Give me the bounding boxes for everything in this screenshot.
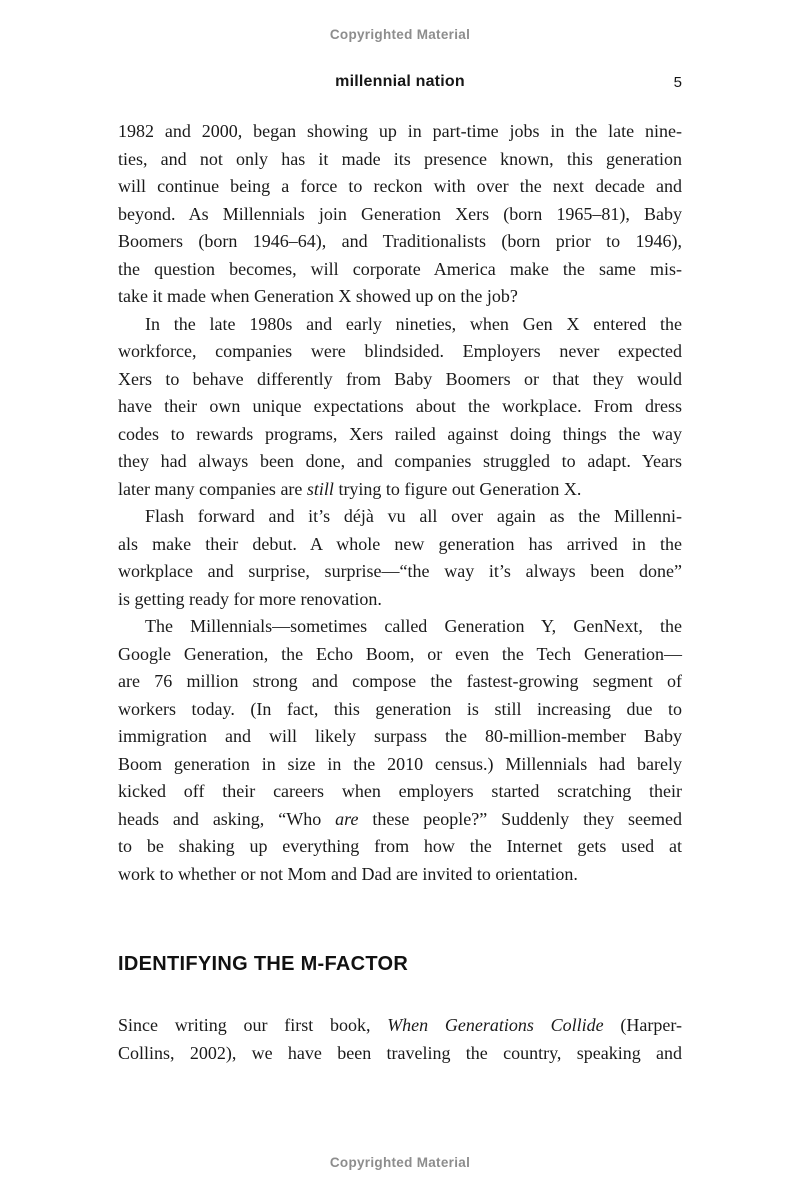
page-number: 5: [673, 74, 682, 91]
italic-text-run: still: [306, 478, 334, 499]
text-line: [118, 531, 682, 559]
text-run: Google Generation, the Echo Boom, or even the Tech Generation—: [118, 643, 682, 664]
text-line: [118, 806, 682, 834]
text-run: they had always been done, and companies struggled to adapt. Years: [118, 451, 682, 471]
text-run: workplace and surprise, surprise—“the way it’s always been done”: [118, 561, 682, 581]
text-line: [118, 751, 682, 779]
text-line: [118, 201, 682, 229]
paragraph: [118, 503, 682, 613]
text-line: [118, 668, 682, 696]
text-run: workforce, companies were blindsided. Employers never expected: [118, 341, 682, 361]
text-run: Boom generation in size in the 2010 census.) Millennials had barely: [118, 753, 682, 774]
text-run: Collins, 2002), we have been traveling the country, speaking and: [118, 1042, 682, 1063]
text-run: take it made when Generation X showed up on the job?: [118, 286, 518, 306]
text-run: Xers to behave differently from Baby Boomers or that they would: [118, 368, 682, 389]
section-heading: IDENTIFYING THE M-FACTOR: [118, 953, 409, 975]
text-line: [118, 448, 682, 476]
paragraph: [118, 613, 682, 888]
text-line: [118, 338, 682, 366]
text-run: The Millennials—sometimes called Generation Y, GenNext, the: [145, 616, 682, 636]
text-run: have their own unique expectations about the workplace. From dress: [118, 396, 682, 416]
text-run: kicked off their careers when employers started scratching their: [118, 781, 682, 801]
text-line: [118, 118, 682, 146]
paragraph: [118, 1012, 682, 1067]
text-run: these people?” Suddenly they seemed: [358, 808, 682, 829]
text-line: [118, 586, 682, 614]
text-line: [118, 1040, 682, 1068]
text-line: [118, 723, 682, 751]
text-line: [118, 256, 682, 284]
text-line: [118, 861, 682, 889]
running-header: [118, 73, 682, 93]
text-run: 1982 and 2000, began showing up in part-time jobs in the late nine-: [118, 121, 682, 141]
text-run: later many companies are: [118, 478, 307, 499]
paragraph: [118, 311, 682, 504]
text-run: Since writing our first book,: [118, 1015, 388, 1035]
text-line: [118, 833, 682, 861]
text-line: [118, 641, 682, 669]
text-line: [118, 503, 682, 531]
text-run: workers today. (In fact, this generation is still increasing due to: [118, 698, 682, 719]
text-line: [118, 228, 682, 256]
text-line: [118, 283, 682, 311]
text-line: [118, 366, 682, 394]
running-header-title: millennial nation: [335, 73, 465, 90]
text-line: [118, 558, 682, 586]
text-run: are 76 million strong and compose the fastest-growing segment of: [118, 671, 682, 691]
text-run: In the late 1980s and early nineties, when Gen X entered the: [145, 313, 682, 334]
text-line: [118, 613, 682, 641]
text-run: is getting ready for more renovation.: [118, 588, 382, 609]
text-line: [118, 311, 682, 339]
text-run: beyond. As Millennials join Generation Xers (born 1965–81), Baby: [118, 203, 682, 224]
text-line: [118, 476, 682, 504]
text-run: ties, and not only has it made its presence known, this generation: [118, 148, 682, 169]
paragraph: [118, 118, 682, 311]
text-line: [118, 696, 682, 724]
text-run: als make their debut. A whole new generation has arrived in the: [118, 533, 682, 554]
text-run: heads and asking, “Who: [118, 808, 336, 829]
text-run: trying to figure out Generation X.: [333, 478, 582, 499]
text-line: [118, 778, 682, 806]
body-text: [118, 118, 682, 1067]
copyright-notice-top: Copyrighted Material: [329, 27, 471, 42]
text-line: [118, 1012, 682, 1040]
text-run: to be shaking up everything from how the Internet gets used at: [118, 836, 682, 856]
text-run: codes to rewards programs, Xers railed against doing things the way: [118, 423, 682, 444]
text-run: Flash forward and it’s déjà vu all over again as the Millenni-: [145, 506, 682, 526]
text-line: [118, 393, 682, 421]
italic-text-run: When Generations Collide: [387, 1015, 604, 1035]
text-run: immigration and will likely surpass the 80-million-member Baby: [118, 726, 682, 746]
text-line: [118, 421, 682, 449]
text-run: work to whether or not Mom and Dad are invited to orientation.: [118, 863, 578, 884]
text-line: [118, 146, 682, 174]
text-line: [118, 173, 682, 201]
copyright-notice-bottom: Copyrighted Material: [329, 1155, 471, 1170]
italic-text-run: are: [335, 808, 359, 829]
text-run: Boomers (born 1946–64), and Traditionalists (born prior to 1946),: [118, 231, 682, 251]
text-run: (Harper-: [603, 1015, 682, 1035]
text-run: the question becomes, will corporate America make the same mis-: [118, 258, 682, 279]
text-run: will continue being a force to reckon with over the next decade and: [118, 176, 682, 196]
